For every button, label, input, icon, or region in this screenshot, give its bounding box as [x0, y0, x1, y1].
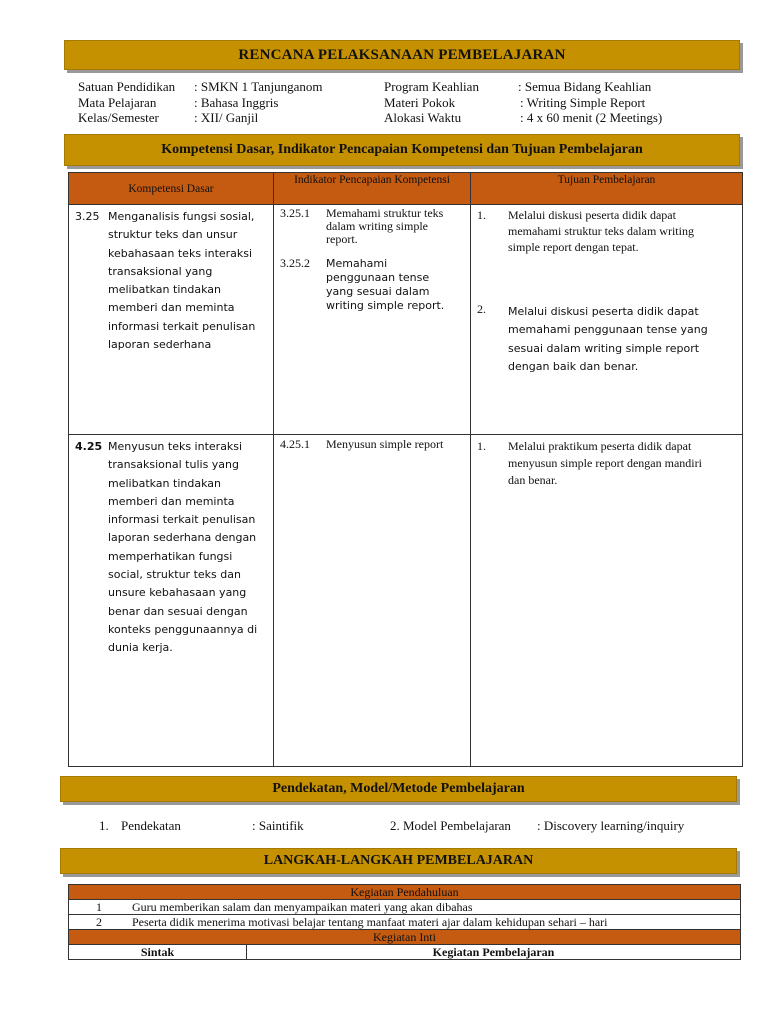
tujuan-number: 2. — [477, 302, 486, 316]
document-title: RENCANA PELAKSANAAN PEMBELAJARAN — [238, 46, 566, 63]
kd-text: Menyusun teks interaksi transaksional tulis yang melibatkan tindakan memberi dan meminta informasi terkait penulisan laporan sederhana dengan memperhatikan fungsi social, struktur teks dan unsure kebahasaan yang benar dan sesuai dengan konteks penggunaannya di dunia kerja. — [108, 440, 258, 655]
tujuan-text: Melalui praktikum peserta didik dapat menyusun simple report dengan mandiri dan benar. — [508, 439, 702, 487]
indikator-text: Menyusun simple report — [326, 437, 444, 451]
model-label: 2. Model Pembelajaran — [390, 818, 511, 833]
indikator-cell — [274, 435, 471, 767]
model-value: : Discovery learning/inquiry — [537, 818, 685, 833]
step-number: 1 — [96, 900, 102, 914]
alokasi-value: : 4 x 60 menit (2 Meetings) — [520, 110, 663, 125]
tujuan-number: 1. — [477, 208, 486, 222]
step-text: Guru memberikan salam dan menyampaikan materi yang akan dibahas — [132, 900, 473, 914]
tujuan-number: 1. — [477, 439, 486, 453]
satuan-value: : SMKN 1 Tanjunganom — [194, 79, 323, 94]
kd-section-banner — [64, 134, 740, 166]
alokasi-label: Alokasi Waktu — [384, 110, 462, 125]
pendekatan-section-banner — [60, 776, 737, 802]
inti-header: Kegiatan Inti — [69, 930, 741, 945]
tujuan-col-header: Tujuan Pembelajaran — [471, 173, 743, 205]
kd-cell — [69, 435, 274, 767]
mapel-label: Mata Pelajaran — [78, 94, 157, 110]
tujuan-text: Melalui diskusi peserta didik dapat memahami struktur teks dalam writing simple report dengan tepat. — [508, 208, 694, 254]
pendekatan-value: : Saintifik — [252, 818, 304, 833]
mapel-value: : Bahasa Inggris — [194, 94, 279, 110]
kd-cell — [69, 205, 274, 435]
langkah-section-title: LANGKAH-LANGKAH PEMBELAJARAN — [263, 853, 534, 868]
kd-col-header: Kompetensi Dasar — [69, 173, 274, 205]
pendekatan-number: 1. — [99, 818, 109, 833]
indikator-number: 3.25.1 — [280, 206, 310, 220]
indikator-cell — [274, 205, 471, 435]
kd-table — [68, 172, 743, 767]
step-number: 2 — [96, 915, 102, 929]
langkah-section-banner — [60, 848, 737, 874]
kegiatan-col-header: Kegiatan Pembelajaran — [247, 945, 741, 960]
indikator-number: 3.25.2 — [280, 256, 310, 270]
indikator-text: Memahami struktur teks dalam writing simple report. — [326, 206, 444, 246]
sintak-col-header: Sintak — [69, 945, 247, 960]
tujuan-cell — [471, 435, 743, 767]
tujuan-cell — [471, 205, 743, 435]
kd-text: Menganalisis fungsi sosial, struktur teks dan unsur kebahasaan teks interaksi transaksional yang melibatkan tindakan memberi dan meminta informasi terkait penulisan laporan sederhana — [108, 210, 256, 352]
table-row — [69, 915, 741, 930]
pendekatan-label: Pendekatan — [121, 818, 181, 833]
kd-number: 4.25 — [75, 440, 103, 453]
indikator-text: Memahami penggunaan tense yang sesuai dalam writing simple report. — [326, 257, 445, 312]
program-label: Program Keahlian — [384, 79, 479, 94]
kd-section-title: Kompetensi Dasar, Indikator Pencapaian Kompetensi dan Tujuan Pembelajaran — [161, 142, 643, 157]
kelas-label: Kelas/Semester — [78, 110, 159, 125]
table-row — [69, 900, 741, 915]
tujuan-text: Melalui diskusi peserta didik dapat memahami penggunaan tense yang sesuai dalam writing simple report dengan baik dan benar. — [508, 305, 708, 373]
program-value: : Semua Bidang Keahlian — [518, 79, 652, 94]
step-text: Peserta didik menerima motivasi belajar tentang manfaat materi ajar dalam kehidupan sehari – hari — [132, 915, 608, 929]
kelas-value: : XII/ Ganjil — [194, 110, 259, 125]
pendekatan-section-title: Pendekatan, Model/Metode Pembelajaran — [272, 781, 525, 796]
table-row — [69, 435, 743, 767]
table-row — [69, 205, 743, 435]
langkah-table — [68, 884, 741, 960]
indikator-number: 4.25.1 — [280, 437, 310, 451]
document-title-banner — [64, 40, 740, 70]
satuan-label: Satuan Pendidikan — [78, 79, 176, 94]
pendahuluan-header: Kegiatan Pendahuluan — [69, 885, 741, 900]
materi-label: Materi Pokok — [384, 94, 456, 110]
kd-number: 3.25 — [75, 210, 100, 223]
materi-value: : Writing Simple Report — [520, 94, 646, 110]
indikator-col-header: Indikator Pencapaian Kompetensi — [274, 173, 471, 205]
